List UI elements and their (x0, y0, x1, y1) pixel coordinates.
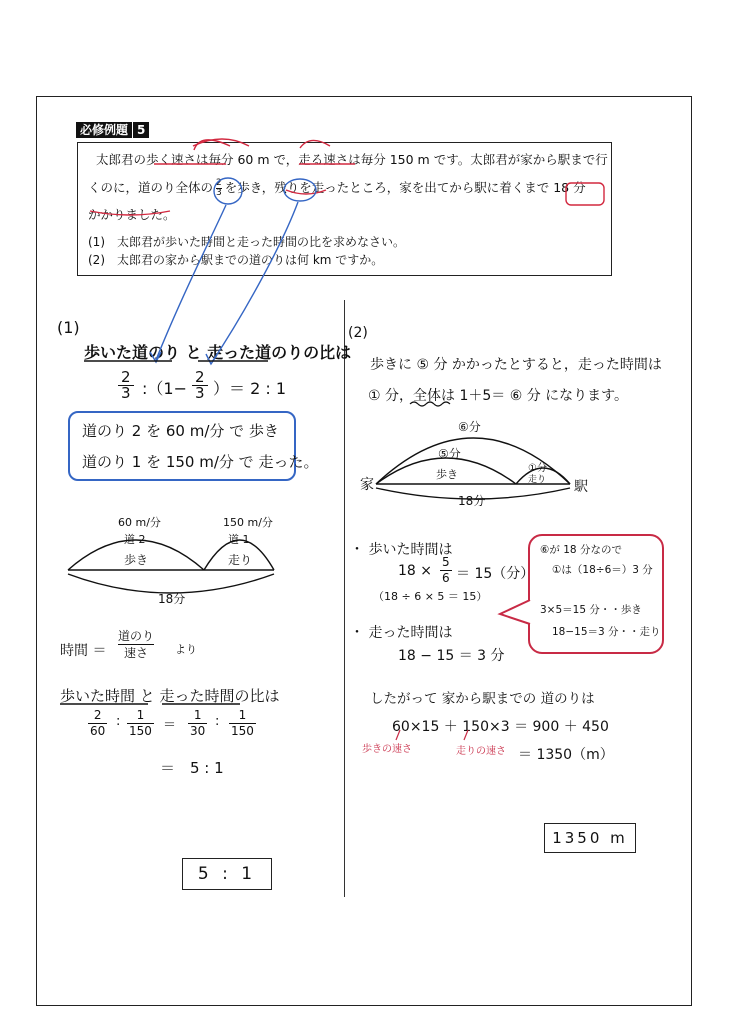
ratio-lhs-den: 3 (118, 385, 134, 401)
diag2-walk: 歩き (436, 468, 458, 481)
run-time-heading: ・ 走った時間は (350, 625, 453, 641)
example-label: 必修例題 (76, 122, 132, 138)
ratio-mid-den: 3 (192, 385, 208, 401)
question-2-number: (2) (88, 253, 105, 267)
blue-arrow-left (156, 205, 226, 360)
walk-time-heading: ・ 歩いた時間は (350, 542, 453, 558)
time-num: 道のり (118, 629, 155, 643)
red-expr-arrows (396, 730, 468, 740)
left-diag-run-arc (204, 540, 274, 570)
question-1-text: 太郎君が歩いた時間と走った時間の比を求めなさい。 (117, 235, 406, 249)
note-line-1: ⑥が 18 分なので (540, 544, 622, 556)
diag2-station: 駅 (574, 479, 588, 495)
right-diag-total-arc (376, 438, 570, 484)
part-1-heading: 歩いた道のり と 走った道のりの比は (84, 343, 352, 362)
diag2-run-top: ①分 (528, 463, 547, 474)
summary-line-2: 道のり 1 を 150 m/分 で 走った。 (82, 453, 319, 471)
walk-alt: （18 ÷ 6 × 5 ＝ 15） (373, 590, 488, 603)
time-den: 速さ (118, 644, 154, 661)
note-line-2: ①は（18÷6＝）3 分 (552, 564, 653, 576)
ratio-rhs: ）＝ 2 : 1 (213, 379, 287, 398)
time-ratio-colon-1: : (116, 714, 121, 729)
r2-a-den: 60 (90, 724, 106, 738)
fraction-denominator: 3 (216, 188, 222, 198)
time-ratio-eq: ＝ (163, 718, 177, 733)
problem-line-3: かかりました。 (88, 207, 176, 222)
answer-box-1: 5 : 1 (182, 858, 272, 890)
blue-arrowhead-right (206, 354, 217, 364)
walk-den: 6 (442, 571, 450, 585)
red-arrow-3 (300, 140, 330, 148)
red-arrow-walk-speed (396, 730, 400, 740)
anno-walk-speed: 歩きの速さ (362, 744, 412, 755)
time-ratio-colon-2: : (215, 714, 220, 729)
walk-expr-a: 18 × (398, 563, 432, 579)
diag2-total-top: ⑥分 (458, 420, 481, 434)
diag2-total: 18分 (458, 494, 486, 508)
red-arrow-2 (194, 140, 230, 150)
anno-run-speed: 走りの速さ (456, 746, 506, 757)
right-diag-bottom-arc (376, 488, 570, 499)
r2-b-den: 150 (129, 724, 152, 738)
time-ratio-result: ＝ 5 : 1 (160, 759, 224, 777)
left-diag-total-arc (68, 574, 274, 593)
left-arc-diagram (68, 540, 274, 593)
diag-speed-walk: 60 m/分 (118, 516, 161, 529)
diag-dist-run: 道 1 (228, 533, 250, 546)
red-squiggle-rest (286, 190, 326, 194)
blue-arrow-right (212, 202, 298, 362)
part-2-label: (2) (348, 325, 368, 341)
time-formula-suffix: より (175, 643, 197, 656)
part-2-line-1: 歩きに ⑤ 分 かかったとすると，走った時間は (370, 357, 662, 373)
r2-c-num: 1 (193, 708, 202, 722)
summary-line-1: 道のり 2 を 60 m/分 で 歩き (82, 422, 279, 440)
conclusion-line: したがって 家から駅までの 道のりは (370, 691, 595, 707)
red-underline-took (90, 211, 170, 215)
red-box-18min (566, 183, 604, 205)
diag-dist-walk: 道 2 (124, 533, 146, 546)
red-arrow-run-speed (464, 730, 468, 740)
diag2-run: 走り (528, 475, 547, 485)
squiggle-whole (410, 402, 450, 406)
diag-run-label: 走り (228, 553, 253, 567)
example-number: 5 (133, 122, 149, 138)
red-annotations (90, 139, 604, 215)
r2-a-num: 2 (93, 708, 102, 722)
problem-line-1: 太郎君の歩く速さは毎分 60 m で，走る速さは毎分 150 m です。太郎君が家から駅まで行 (96, 152, 608, 167)
walk-num: 5 (442, 555, 450, 569)
part-1-label: (1) (57, 318, 80, 337)
red-callout-tail (500, 600, 530, 624)
callout-tail (500, 600, 530, 624)
r2-d-den: 150 (231, 724, 254, 738)
note-line-4: 18−15＝3 分・・走り (552, 626, 661, 638)
diag-speed-run: 150 m/分 (223, 516, 273, 529)
left-diag-walk-arc (68, 540, 204, 570)
time-formula-label: 時間 ＝ (60, 643, 107, 659)
blue-circle-rest (284, 179, 316, 201)
run-expr: 18 − 15 ＝ 3 分 (398, 648, 505, 664)
r2-c-den: 30 (190, 724, 206, 738)
distance-expr-1: 60×15 ＋ 150×3 ＝ 900 ＋ 450 (392, 719, 609, 735)
r2-d-num: 1 (238, 708, 247, 722)
walk-expr-b: ＝ 15（分） (456, 566, 535, 582)
ratio-lhs-num: 2 (121, 368, 131, 386)
right-diag-walk-arc (376, 458, 516, 484)
diag2-home: 家 (360, 477, 374, 493)
ratio-mid: :（1− (142, 379, 187, 398)
answer-box-2: 1350 m (544, 823, 636, 853)
diag-walk-label: 歩き (124, 553, 149, 567)
distance-expr-2: ＝ 1350（m） (518, 747, 614, 763)
blue-circle-fraction (214, 178, 242, 204)
question-1-number: (1) (88, 235, 105, 249)
r2-b-num: 1 (136, 708, 145, 722)
problem-line-2b: を歩き，残りを走ったところ，家を出てから駅に着くまで 18 分 (224, 180, 586, 195)
part-2-line-2: ① 分，全体は 1＋5＝ ⑥ 分 になります。 (368, 388, 629, 404)
diag2-walk-top: ⑤分 (438, 447, 461, 461)
right-arc-diagram (376, 438, 570, 499)
blue-annotations (150, 178, 316, 364)
fraction-numerator: 2 (216, 178, 222, 188)
question-2-text: 太郎君の家から駅までの道のりは何 km ですか。 (117, 253, 384, 267)
time-ratio-heading: 歩いた時間 と 走った時間の比は (60, 687, 280, 705)
ratio-mid-num: 2 (195, 368, 205, 386)
note-line-3: 3×5＝15 分・・歩き (540, 604, 642, 616)
diag-total-label: 18分 (158, 592, 186, 606)
right-diag-run-arc (516, 468, 570, 484)
problem-line-2a: くのに，道のり全体の (88, 180, 214, 195)
